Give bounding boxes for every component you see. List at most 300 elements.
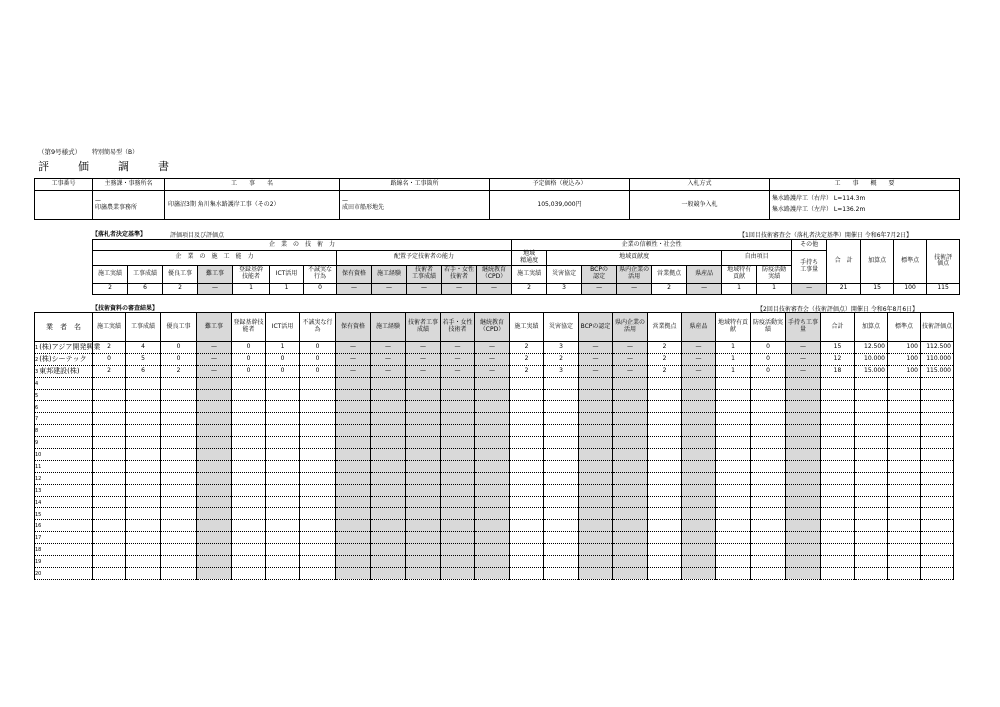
review-cell (161, 389, 197, 401)
review-cell (682, 544, 716, 556)
review-cell: — (406, 342, 441, 354)
crit-value: — (407, 283, 442, 294)
review-cell (441, 377, 475, 389)
crit-col-header: 優良工事 (163, 265, 198, 283)
review-cell (161, 532, 197, 544)
review-col-header: ICT活用 (266, 313, 300, 342)
review-cell (682, 496, 716, 508)
review-cell (197, 532, 232, 544)
vendor-name (35, 567, 93, 579)
review-cell (126, 377, 161, 389)
review-cell (232, 401, 266, 413)
table-row (35, 496, 954, 508)
review-cell (406, 532, 441, 544)
crit-col-tesu: 手持ち 工事量 (792, 251, 827, 284)
review-cell (197, 460, 232, 472)
review-cell (579, 567, 613, 579)
crit-col-header: 県内企業の 活用 (617, 265, 652, 283)
row-number: 1 (35, 345, 39, 352)
review-cell (682, 484, 716, 496)
review-cell (716, 401, 751, 413)
review-col-header: 技術者工事成績 (406, 313, 441, 342)
review-cell (441, 413, 475, 425)
review-cell (579, 437, 613, 449)
review-cell (544, 449, 579, 461)
review-cell (751, 472, 786, 484)
review-cell (406, 460, 441, 472)
review-cell (648, 460, 682, 472)
review-cell: — (613, 353, 648, 365)
review-cell (300, 556, 336, 568)
review-cell: 0 (161, 353, 197, 365)
review-cell (716, 389, 751, 401)
review-cell (197, 401, 232, 413)
review-cell (579, 425, 613, 437)
review-col-name: 業 者 名 (35, 313, 93, 342)
review-cell (888, 567, 921, 579)
review-cell: 3 (544, 342, 579, 354)
header-location-value (340, 191, 490, 220)
review-cell: 0 (266, 365, 300, 377)
review-cell (786, 544, 821, 556)
review-cell (921, 460, 954, 472)
review-cell (232, 544, 266, 556)
review-cell (441, 484, 475, 496)
review-cell (613, 377, 648, 389)
table-row (35, 401, 954, 413)
review-cell (579, 472, 613, 484)
review-cell (300, 484, 336, 496)
crit-col-header: 県産品 (687, 265, 722, 283)
review-cell (197, 520, 232, 532)
row-number: 2 (35, 356, 39, 363)
review-cell (371, 449, 406, 461)
crit-value: 1 (270, 283, 304, 294)
review-cell (821, 532, 855, 544)
review-cell: 2 (161, 365, 197, 377)
review-cell (821, 389, 855, 401)
review-cell (786, 508, 821, 520)
review-cell (544, 496, 579, 508)
review-cell (266, 377, 300, 389)
review-cell (579, 532, 613, 544)
review-cell (161, 377, 197, 389)
row-number: 10 (35, 452, 42, 459)
review-cell (888, 508, 921, 520)
review-cell: 1 (266, 342, 300, 354)
review-cell: — (613, 365, 648, 377)
review-cell: — (371, 353, 406, 365)
review-cell (579, 460, 613, 472)
review-cell (441, 460, 475, 472)
table-row (35, 532, 954, 544)
row-number: 12 (35, 475, 42, 482)
review-cell (821, 425, 855, 437)
table-row (35, 484, 954, 496)
review-cell (126, 472, 161, 484)
review-cell: — (197, 365, 232, 377)
review-cell (751, 484, 786, 496)
review-cell: — (786, 342, 821, 354)
review-cell (266, 460, 300, 472)
review-cell: — (441, 353, 475, 365)
crit-col-kasan: 加算点 (861, 240, 894, 284)
crit-col-gijutsu: 技術評 価点 (927, 240, 960, 284)
review-cell (544, 556, 579, 568)
review-cell (786, 556, 821, 568)
review-cell (300, 520, 336, 532)
review-cell (716, 496, 751, 508)
review-cell (93, 496, 126, 508)
review-cell: 2 (510, 365, 544, 377)
review-cell (371, 508, 406, 520)
review-cell (579, 544, 613, 556)
review-cell (441, 508, 475, 520)
review-cell (888, 532, 921, 544)
review-cell (716, 567, 751, 579)
review-cell (232, 567, 266, 579)
vendor-name (35, 389, 93, 401)
review-cell (786, 437, 821, 449)
review-cell (406, 567, 441, 579)
review-cell (751, 413, 786, 425)
review-cell (921, 425, 954, 437)
review-cell (544, 401, 579, 413)
review-cell: — (579, 365, 613, 377)
review-cell (232, 437, 266, 449)
row-number: 17 (35, 535, 42, 542)
review-cell (648, 377, 682, 389)
review-cell: 0 (93, 353, 126, 365)
review-cell (300, 472, 336, 484)
review-cell (613, 460, 648, 472)
review-cell (888, 449, 921, 461)
review-cell: — (682, 353, 716, 365)
review-cell (197, 567, 232, 579)
review-meeting-date: 【2回目技術審査会（技術評価点）開催日 令和6年8月6日】 (757, 306, 919, 313)
review-cell (921, 377, 954, 389)
review-section-label: 【技術資料の審査結果】 (92, 305, 159, 312)
document-title: 評 価 調 書 (38, 160, 178, 173)
review-cell (475, 567, 510, 579)
vendor-name (35, 413, 93, 425)
review-col-header: 施工実績 (93, 313, 126, 342)
crit-sub-chiiki: 地域 精通度 (512, 251, 547, 266)
review-cell (821, 401, 855, 413)
review-cell (613, 508, 648, 520)
review-col-header: 地域特有貢献 (716, 313, 751, 342)
header-col-summary: 工 事 概 要 (770, 179, 960, 191)
review-cell (266, 437, 300, 449)
review-cell (161, 449, 197, 461)
review-col-header: 難工事 (197, 313, 232, 342)
review-cell (197, 389, 232, 401)
review-cell (371, 484, 406, 496)
review-cell: 0 (300, 353, 336, 365)
review-cell (544, 460, 579, 472)
review-cell (888, 460, 921, 472)
review-col-header: 技術評価点 (921, 313, 954, 342)
review-cell (648, 567, 682, 579)
review-cell (475, 520, 510, 532)
review-cell (648, 532, 682, 544)
review-cell (232, 425, 266, 437)
review-col-header: 継続教育（CPD） (475, 313, 510, 342)
review-cell: 100 (888, 365, 921, 377)
review-cell: 110.000 (921, 353, 954, 365)
review-cell (93, 567, 126, 579)
review-cell (371, 567, 406, 579)
header-col-method: 入札方式 (630, 179, 770, 191)
review-cell (371, 460, 406, 472)
review-cell (475, 460, 510, 472)
review-cell (544, 484, 579, 496)
review-cell: 2 (510, 353, 544, 365)
review-cell: 0 (232, 342, 266, 354)
review-cell (716, 520, 751, 532)
review-cell (441, 425, 475, 437)
crit-group-trust: 企業の信頼性・社会性 (512, 240, 792, 251)
vendor-name (35, 449, 93, 461)
review-cell: — (786, 353, 821, 365)
crit-group-other: その他 (792, 240, 827, 251)
criteria-section-label: 【落札者決定基準】 (92, 231, 147, 238)
review-cell (613, 413, 648, 425)
review-cell (161, 508, 197, 520)
review-cell (475, 532, 510, 544)
review-cell (613, 544, 648, 556)
review-cell (475, 437, 510, 449)
table-row (35, 520, 954, 532)
review-cell (371, 425, 406, 437)
review-cell (821, 460, 855, 472)
review-cell (510, 520, 544, 532)
review-cell (716, 484, 751, 496)
review-cell (197, 472, 232, 484)
vendor-name (35, 484, 93, 496)
review-cell (855, 401, 888, 413)
review-cell (544, 413, 579, 425)
table-row (35, 377, 954, 389)
review-cell: — (406, 353, 441, 365)
table-row (35, 342, 954, 354)
summary-line-1: 集水路護岸工（右岸） L=114.3m (772, 195, 866, 203)
review-cell (648, 389, 682, 401)
review-cell (336, 532, 371, 544)
review-cell: 12 (821, 353, 855, 365)
review-cell (161, 413, 197, 425)
review-cell (232, 413, 266, 425)
review-col-header: 合計 (821, 313, 855, 342)
review-cell (336, 472, 371, 484)
review-cell (266, 496, 300, 508)
review-cell: 0 (266, 353, 300, 365)
review-cell (821, 484, 855, 496)
review-cell: 2 (93, 365, 126, 377)
crit-col-header: 継続教育 （CPD） (477, 265, 512, 283)
review-cell (921, 484, 954, 496)
review-cell (510, 449, 544, 461)
review-cell (336, 520, 371, 532)
review-cell (613, 532, 648, 544)
review-cell (232, 556, 266, 568)
review-cell: 0 (751, 365, 786, 377)
review-cell (510, 437, 544, 449)
review-cell (648, 401, 682, 413)
review-cell (855, 389, 888, 401)
review-cell (266, 484, 300, 496)
crit-value: 15 (861, 283, 894, 294)
review-cell (855, 556, 888, 568)
review-cell: 6 (126, 365, 161, 377)
header-summary-value (770, 191, 960, 220)
review-cell (232, 484, 266, 496)
crit-sub-koken: 地域貢献度 (547, 251, 722, 266)
form-number: （第9号様式） (38, 148, 82, 156)
review-cell: 2 (510, 342, 544, 354)
review-cell (406, 508, 441, 520)
review-cell (613, 437, 648, 449)
review-cell (544, 472, 579, 484)
review-cell (232, 389, 266, 401)
review-cell (888, 544, 921, 556)
table-row (35, 567, 954, 579)
crit-col-header: BCPの 認定 (582, 265, 617, 283)
review-cell (126, 532, 161, 544)
review-cell (579, 496, 613, 508)
review-cell (855, 508, 888, 520)
review-cell (510, 567, 544, 579)
review-cell (613, 425, 648, 437)
review-cell (510, 377, 544, 389)
crit-value: — (442, 283, 477, 294)
review-cell (475, 389, 510, 401)
review-cell (406, 401, 441, 413)
review-cell (751, 508, 786, 520)
row-number: 16 (35, 523, 42, 530)
review-cell (888, 437, 921, 449)
review-cell (475, 377, 510, 389)
crit-value: 1 (722, 283, 757, 294)
review-cell (613, 401, 648, 413)
review-cell (716, 449, 751, 461)
review-cell: — (579, 353, 613, 365)
review-cell (821, 449, 855, 461)
crit-value: 3 (547, 283, 582, 294)
review-cell (232, 496, 266, 508)
review-cell (93, 484, 126, 496)
review-cell (855, 437, 888, 449)
review-cell: 100 (888, 342, 921, 354)
review-cell: 2 (648, 353, 682, 365)
vendor-name (35, 437, 93, 449)
review-cell (510, 460, 544, 472)
crit-value: 2 (652, 283, 687, 294)
review-cell (232, 377, 266, 389)
review-cell: 5 (126, 353, 161, 365)
review-cell: — (441, 365, 475, 377)
review-cell (921, 532, 954, 544)
dash: — (95, 197, 101, 205)
crit-col-header: 保有資格 (337, 265, 372, 283)
review-cell (682, 460, 716, 472)
review-cell (921, 401, 954, 413)
review-cell (336, 544, 371, 556)
crit-col-header: 不誠実な 行為 (304, 265, 337, 283)
review-col-header: 若手・女性技術者 (441, 313, 475, 342)
header-price-value: 105,039,000円 (490, 191, 630, 220)
review-cell (921, 556, 954, 568)
review-cell: 115.000 (921, 365, 954, 377)
crit-col-header: 若手・女性 技術者 (442, 265, 477, 283)
review-cell (300, 567, 336, 579)
review-cell (93, 437, 126, 449)
review-cell (441, 389, 475, 401)
row-number: 7 (35, 416, 39, 423)
review-cell (197, 496, 232, 508)
review-cell (161, 460, 197, 472)
review-cell (93, 544, 126, 556)
review-cell (161, 544, 197, 556)
review-cell (475, 449, 510, 461)
review-cell (371, 472, 406, 484)
review-cell (855, 496, 888, 508)
review-cell (93, 425, 126, 437)
header-col-koji-no: 工事番号 (35, 179, 93, 191)
review-cell (126, 508, 161, 520)
review-cell (232, 472, 266, 484)
review-cell (648, 508, 682, 520)
table-row (35, 544, 954, 556)
review-cell (371, 556, 406, 568)
review-cell (613, 556, 648, 568)
review-cell (751, 460, 786, 472)
review-cell: — (786, 365, 821, 377)
table-row (35, 389, 954, 401)
crit-value: 6 (128, 283, 163, 294)
review-cell (266, 425, 300, 437)
review-cell (716, 460, 751, 472)
review-cell (266, 567, 300, 579)
review-cell (300, 437, 336, 449)
review-cell (510, 425, 544, 437)
review-cell: 100 (888, 353, 921, 365)
review-cell: — (475, 342, 510, 354)
crit-value: — (198, 283, 233, 294)
review-cell (716, 544, 751, 556)
review-cell (336, 496, 371, 508)
review-cell (786, 425, 821, 437)
review-cell (821, 437, 855, 449)
review-cell (648, 413, 682, 425)
review-cell (921, 544, 954, 556)
review-cell (406, 425, 441, 437)
review-cell (888, 484, 921, 496)
review-cell (855, 484, 888, 496)
header-method-value: 一般競争入札 (630, 191, 770, 220)
review-cell (93, 532, 126, 544)
review-cell (751, 389, 786, 401)
review-cell (510, 472, 544, 484)
review-cell (161, 556, 197, 568)
review-cell (126, 567, 161, 579)
table-row (35, 437, 954, 449)
review-cell (161, 401, 197, 413)
review-col-header: 標準点 (888, 313, 921, 342)
review-cell (888, 389, 921, 401)
review-cell (266, 389, 300, 401)
table-row (35, 472, 954, 484)
